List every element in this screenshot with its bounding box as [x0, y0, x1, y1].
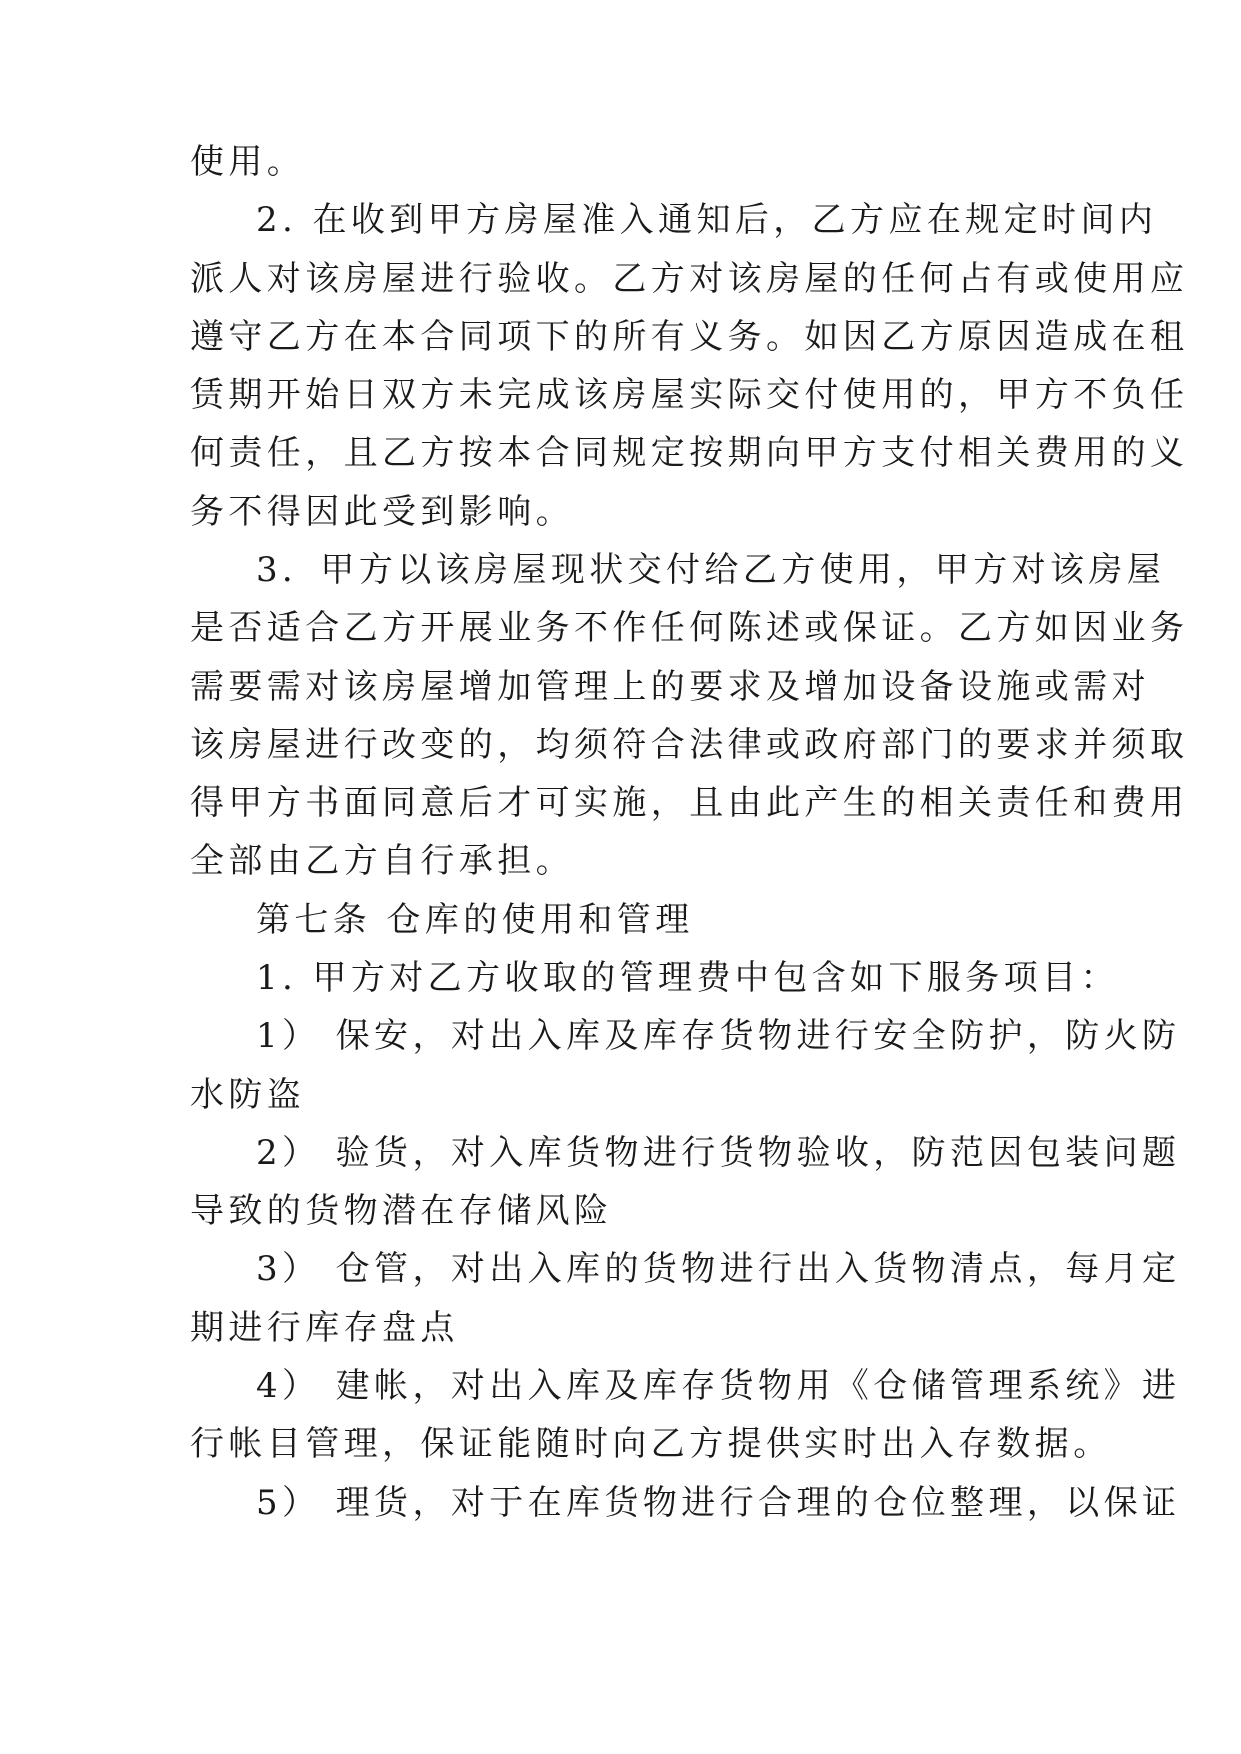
text-line: 需要需对该房屋增加管理上的要求及增加设备设施或需对	[190, 667, 1150, 707]
text-line: 得甲方书面同意后才可实施，且由此产生的相关责任和费用	[190, 783, 1189, 823]
text-line: 何责任，且乙方按本合同规定按期向甲方支付相关费用的义	[190, 433, 1189, 473]
text-line: 1） 保安，对出入库及库存货物进行安全防护，防火防	[256, 1016, 1181, 1056]
text-line: 水防盗	[190, 1075, 306, 1115]
text-line: 该房屋进行改变的，均须符合法律或政府部门的要求并须取	[190, 725, 1189, 765]
text-line: 2） 验货，对入库货物进行货物验收，防范因包装问题	[256, 1133, 1181, 1173]
text-line: 派人对该房屋进行验收。乙方对该房屋的任何占有或使用应	[190, 259, 1189, 299]
text-line: 导致的货物潜在存储风险	[190, 1191, 613, 1231]
text-line: 务不得因此受到影响。	[190, 492, 574, 532]
text-line: 2. 在收到甲方房屋准入通知后，乙方应在规定时间内	[256, 200, 1158, 240]
text-line: 全部由乙方自行承担。	[190, 841, 574, 881]
text-line: 期进行库存盘点	[190, 1308, 459, 1348]
text-line: 遵守乙方在本合同项下的所有义务。如因乙方原因造成在租	[190, 317, 1189, 357]
text-line: 3．甲方以该房屋现状交付给乙方使用，甲方对该房屋	[256, 550, 1166, 590]
text-line: 行帐目管理，保证能随时向乙方提供实时出入存数据。	[190, 1424, 1112, 1464]
text-line: 4） 建帐，对出入库及库存货物用《仓储管理系统》进	[256, 1366, 1181, 1406]
text-line: 赁期开始日双方未完成该房屋实际交付使用的，甲方不负任	[190, 375, 1189, 415]
text-line: 使用。	[190, 142, 306, 182]
text-line: 3） 仓管，对出入库的货物进行出入货物清点，每月定	[256, 1249, 1181, 1289]
text-line: 5） 理货，对于在库货物进行合理的仓位整理，以保证	[256, 1483, 1181, 1523]
text-line: 1. 甲方对乙方收取的管理费中包含如下服务项目：	[256, 958, 1119, 998]
text-line: 是否适合乙方开展业务不作任何陈述或保证。乙方如因业务	[190, 608, 1189, 648]
section-heading: 第七条 仓库的使用和管理	[256, 900, 694, 940]
